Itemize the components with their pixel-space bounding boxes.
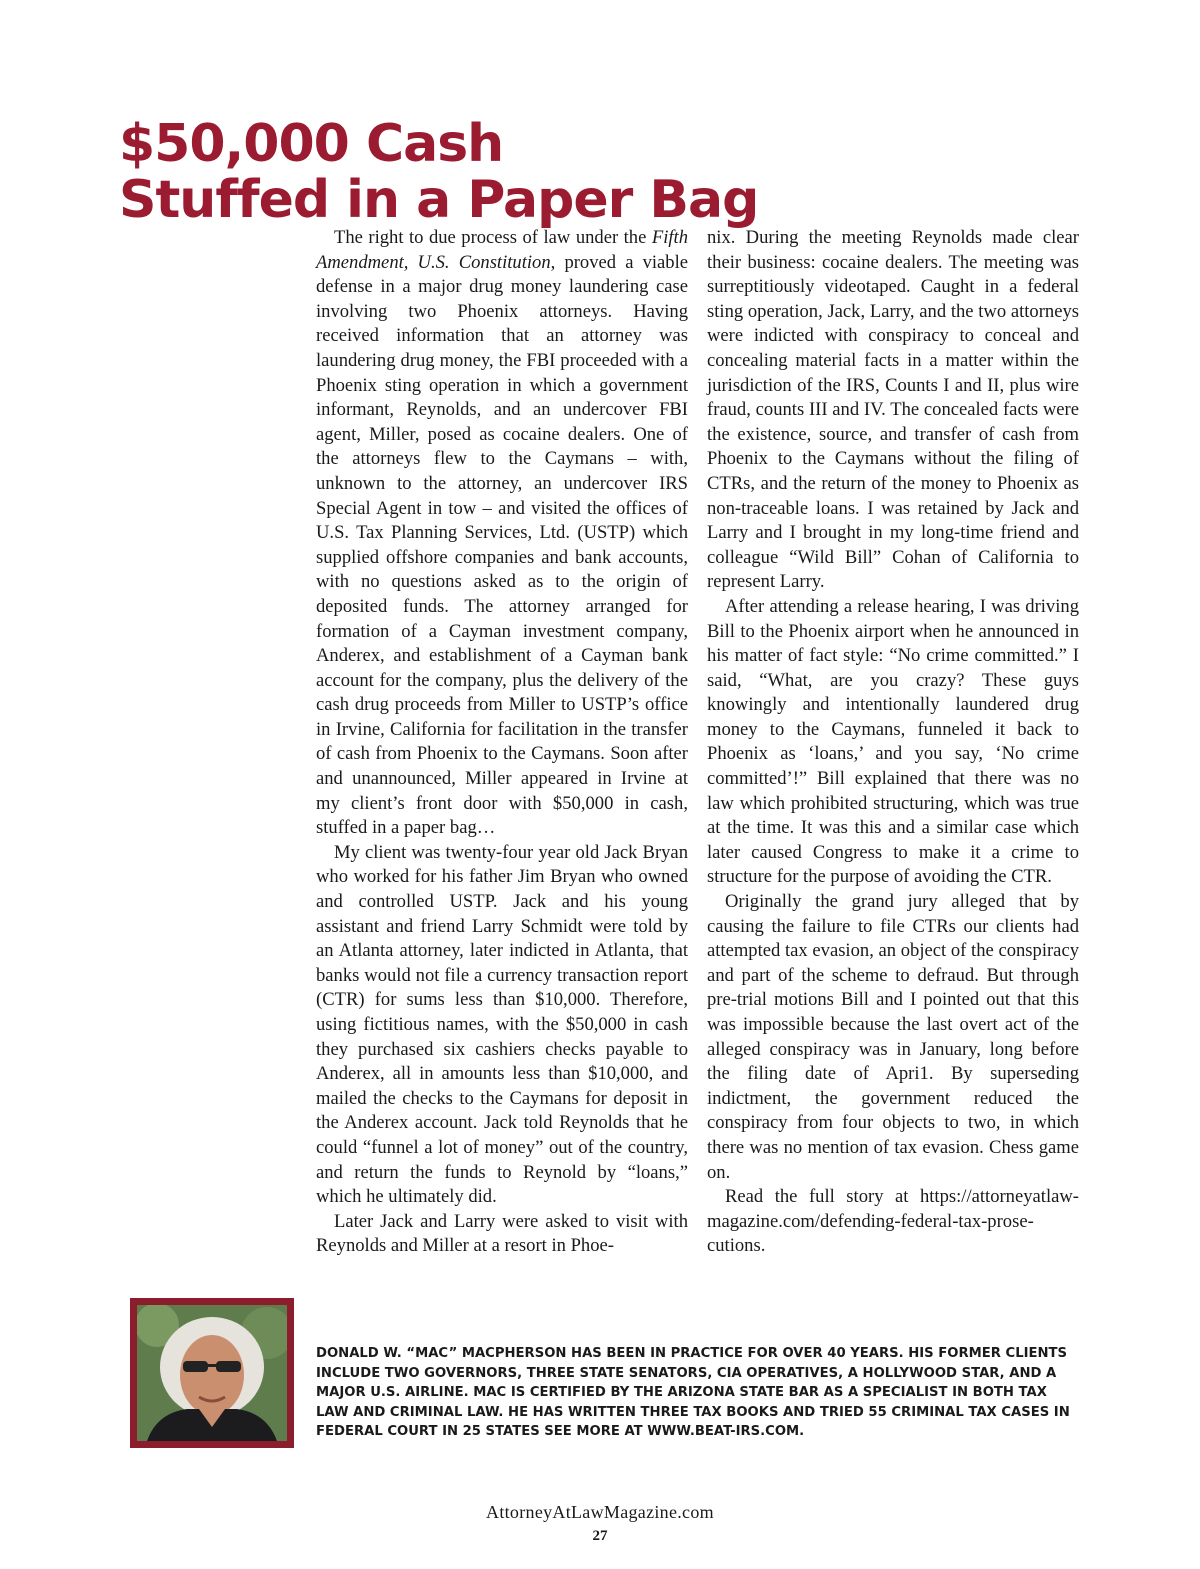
paragraph-4: After attending a release hearing, I was driving Bill to the Phoenix airport when he announced in his matter of fact style: “No crime committed.” I said, “What, are you crazy? These guys knowingly and intentionally laundered drug money to the Caymans, funneled it back to Phoenix as ‘loans,’ and you say, ‘No crime committed’!” Bill explained that there was no law which prohibited structuring, which was true at the time. It was this and a similar case which later caused Congress to make it a crime to structure for the purpose of avoiding the CTR.: [707, 595, 1079, 888]
footer-site: AttorneyAtLawMagazine.com: [486, 1502, 714, 1522]
article-column-right: [707, 226, 1079, 1259]
title-line-1: $50,000 Cash: [119, 114, 504, 174]
article-title: [119, 116, 758, 228]
author-bio: DONALD W. “MAC” MACPHERSON HAS BEEN IN PRACTICE FOR OVER 40 YEARS. HIS FORMER CLIENTS INCLUDE TWO GOVERNORS, THREE STATE SENATORS, CIA OPERATIVES, A HOLLYWOOD STAR, AND A MAJOR U.S. AIRLINE. MAC IS CERTIFIED BY THE ARIZONA STATE BAR AS A SPECIALIST IN BOTH TAX LAW AND CRIMINAL LAW. HE HAS WRITTEN THREE TAX BOOKS AND TRIED 55 CRIMINAL TAX CASES IN FEDERAL COURT IN 25 STATES SEE MORE AT WWW.BEAT-IRS.COM.: [316, 1346, 1070, 1440]
paragraph-6: Read the full story at https://attorneyatlaw-magazine.com/defending-federal-tax-prose-cutions.: [707, 1186, 1079, 1257]
page-number: 27: [592, 1528, 608, 1544]
paragraph-3-start: Later Jack and Larry were asked to visit with Reynolds and Miller at a resort in Phoe-: [316, 1210, 688, 1257]
author-photo: [137, 1305, 287, 1441]
italic-citation: Fifth Amendment, U.S. Constitution,: [316, 227, 688, 273]
paragraph-2: My client was twenty-four year old Jack Bryan who worked for his father Jim Bryan who owned and controlled USTP. Jack and his young assistant and friend Larry Schmidt were told by an Atlanta attorney, later indicted in Atlanta, that banks would not file a currency transaction report (CTR) for sums less than $10,000. Therefore, using fictitious names, with the $50,000 in cash they purchased six cashiers checks payable to Anderex, all in amounts less than $10,000, and mailed the checks to the Caymans for deposit in the Anderex account. Jack told Reynolds that he could “funnel a lot of money” out of the country, and return the funds to Reynold by “loans,” which he ultimately did.: [316, 841, 688, 1208]
paragraph-3-continued: nix. During the meeting Reynolds made clear their business: cocaine dealers. The meeting was surreptitiously videotaped. Caught in a federal sting operation, Jack, Larry, and the two attorneys were indicted with conspiracy to conceal and concealing material facts in a matter within the jurisdiction of the IRS, Counts I and II, plus wire fraud, counts III and IV. The concealed facts were the existence, source, and transfer of cash from Phoenix to the Caymans without the filing of CTRs, and the return of the money to Phoenix as non-traceable loans. I was retained by Jack and Larry and I brought in my long-time friend and colleague “Wild Bill” Cohan of California to represent Larry.: [707, 227, 1079, 593]
article-column-left: [316, 226, 688, 1259]
title-line-2: Stuffed in a Paper Bag: [119, 170, 759, 230]
paragraph-5: Originally the grand jury alleged that by causing the failure to file CTRs our clients had attempted tax evasion, an object of the conspiracy and part of the scheme to defraud. But through pre-trial motions Bill and I pointed out that this was impossible because the last overt act of the alleged conspiracy was in January, long before the filing date of Apri1. By superseding indictment, the government reduced the conspiracy from four objects to two, in which there was no mention of tax evasion. Chess game on.: [707, 891, 1079, 1183]
paragraph-1: The right to due process of law under the Fifth Amendment, U.S. Constitution, proved a viable defense in a major drug money laundering case involving two Phoenix attorneys. Having received information that an attorney was laundering drug money, the FBI proceeded with a Phoenix sting operation in which a government informant, Reynolds, and an undercover FBI agent, Miller, posed as cocaine dealers. One of the attorneys flew to the Caymans – with, unknown to the attorney, an undercover IRS Special Agent in tow – and visited the offices of U.S. Tax Planning Services, Ltd. (USTP) which supplied offshore companies and bank accounts, with no questions asked as to the origin of deposited funds. The attorney arranged for formation of a Cayman investment company, Anderex, and establishment of a Cayman bank account for the company, plus the delivery of the cash drug proceeds from Miller to USTP’s office in Irvine, California for facilitation in the transfer of cash from Phoenix to the Caymans. Soon after and unannounced, Miller appeared in Irvine at my client’s front door with $50,000 in cash, stuffed in a paper bag…: [316, 227, 689, 839]
author-portrait-icon: [137, 1305, 287, 1441]
author-photo-frame: [130, 1298, 294, 1448]
